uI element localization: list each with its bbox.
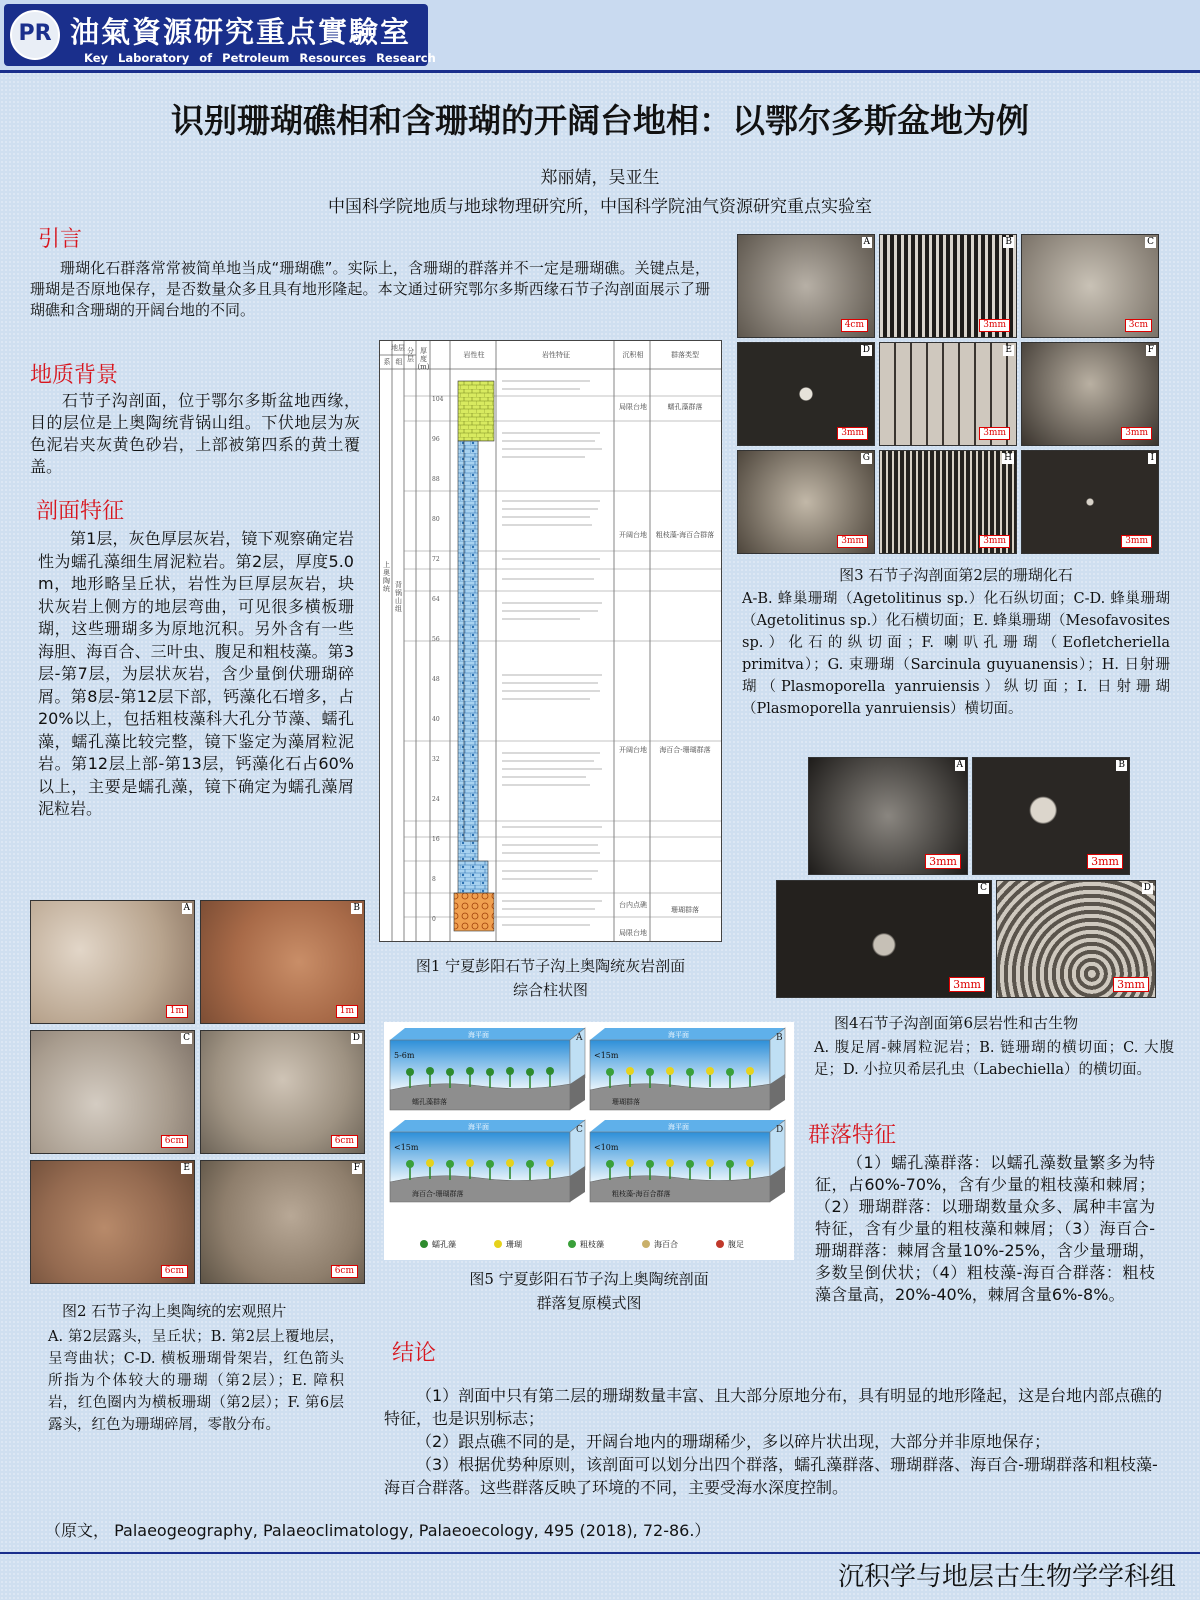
fig3-photo-c-label: C — [1147, 237, 1154, 247]
fig2-photo-f-label: F — [353, 1163, 360, 1173]
fig5-legend-label-3: 海百合 — [654, 1240, 678, 1249]
fig2-photo-e-scale-bar: 6cm — [161, 1265, 188, 1278]
fig2-caption-text: A. 第2层露头，呈丘状；B. 第2层上覆地层，呈弯曲状；C-D. 横板珊瑚骨架岩，红色箭头所指为个体较大的珊瑚（第2层）；E. 障积岩，红色圈内为横板珊瑚（第2层）；F. 第6层露头，红色为珊瑚碎屑，零散分布。 — [48, 1329, 344, 1433]
fig5-depth-d: <10m — [594, 1143, 619, 1152]
fig4-photo-d-scale-bar: 3mm — [1113, 977, 1149, 992]
conclusion-heading: 结论 — [392, 1341, 437, 1366]
fig2-photo-d-scale-bar: 6cm — [331, 1135, 358, 1148]
stratigraphic-column-svg — [380, 341, 721, 941]
lab-name-cn: 油氣資源研究重点實驗室 — [70, 15, 412, 49]
fig4-photo-a-scale-bar: 3mm — [925, 854, 961, 869]
fig3-photo-i-label: I — [1150, 453, 1154, 463]
community-label-1: 蠕孔藻群落 — [667, 403, 703, 411]
fig2-photo-e-label: E — [183, 1163, 190, 1173]
community-label-2: 粗枝藻-海百合群落 — [655, 531, 715, 539]
stratigraphic-column-figure — [379, 340, 722, 942]
fig5-depth-b: <15m — [594, 1051, 619, 1060]
fig3-photo-g-scale-bar: 3mm — [837, 535, 868, 548]
fig5-sea-level-c: 海平面 — [468, 1123, 489, 1131]
fig5-legend-swatch-0 — [420, 1240, 428, 1248]
facies-patch-reef: 台内点礁 — [619, 901, 647, 909]
fig2-photo-b-label: B — [353, 903, 360, 913]
citation: （原文， Palaeogeography, Palaeoclimatology, Palaeoecology, 495 (2018), 72-86.） — [45, 1521, 711, 1540]
lab-logo-banner — [4, 4, 436, 66]
fig5-panel-label-c: C — [576, 1125, 583, 1135]
fig5-legend-swatch-3 — [642, 1240, 650, 1248]
fig5-sea-level-a: 海平面 — [468, 1031, 489, 1039]
profile-heading: 剖面特征 — [36, 499, 125, 524]
fig2-photo-b — [200, 900, 365, 1024]
fig5-legend-swatch-4 — [716, 1240, 724, 1248]
fig5-block-d — [590, 1120, 785, 1202]
col-header-lithology: 岩性柱 — [463, 351, 485, 359]
fig2-photo-f — [200, 1160, 365, 1284]
poster-title: 识别珊瑚礁相和含珊瑚的开阔台地相：以鄂尔多斯盆地为例 — [171, 101, 1029, 140]
fig1-caption-line2: 综合柱状图 — [512, 981, 588, 999]
fig1-caption-line1: 图1 宁夏彭阳石节子沟上奥陶统灰岩剖面 — [415, 957, 686, 975]
fig3-photo-a — [737, 234, 875, 338]
community-label-4: 珊瑚群落 — [671, 906, 699, 914]
algae-lithology — [458, 381, 494, 441]
facies-restricted-base: 局限台地 — [619, 929, 647, 937]
fig2-caption-title: 图2 石节子沟上奥陶统的宏观照片 — [62, 1302, 287, 1320]
fig3-photo-b-scale-bar: 3mm — [979, 319, 1010, 332]
fig2-photo-a-scale-bar: 1m — [166, 1005, 188, 1018]
svg-text:32: 32 — [432, 756, 440, 763]
reef-lithology — [454, 893, 494, 931]
fig3-photo-e — [879, 342, 1017, 446]
fig3-photo-g-label: G — [862, 453, 870, 463]
fig5-legend-label-1: 珊瑚 — [506, 1240, 522, 1249]
formation-label: 背锅山组 — [395, 581, 402, 613]
conclusion-item-1: （1）剖面中只有第二层的珊瑚数量丰富、且大部分原地分布，具有明显的地形隆起，这是台地内部点礁的特征，也是识别标志； — [384, 1386, 1163, 1428]
fig5-community-c: 海百合-珊瑚群落 — [412, 1190, 464, 1198]
conclusion-item-3: （3）根据优势种原则，该剖面可以划分出四个群落，蠕孔藻群落、珊瑚群落、海百合-珊瑚群落和粗枝藻-海百合群落。这些群落反映了环境的不同，主要受海水深度控制。 — [384, 1455, 1158, 1497]
fig5-legend-label-0: 蠕孔藻 — [432, 1240, 456, 1249]
fig5-sea-level-d: 海平面 — [668, 1123, 689, 1131]
svg-text:8: 8 — [432, 876, 436, 883]
fig3-photo-f-label: F — [1147, 345, 1154, 355]
header-divider — [0, 70, 1200, 73]
fig4-photo-b-scale-bar: 3mm — [1087, 854, 1123, 869]
fig3-caption-text: A-B. 蜂巢珊瑚（Agetolitinus sp.）化石纵切面；C-D. 蜂巢珊瑚（Agetolitinus sp.）化石横切面；E. 蜂巢珊瑚（Mesofavosites sp.）化石的纵切面；F. 喇叭孔珊瑚（Eofletcheriella primitva）；G. 束珊瑚（Sarcinula guyuanensis）；H. 日射珊瑚（Plasmoporella yanruiensis）纵切面；I. 日射珊瑚（Plasmoporella yanruiensis）横切面。 — [742, 591, 1170, 717]
col-header-system: 系 — [383, 358, 391, 366]
fig2-photo-a — [30, 900, 195, 1024]
fig5-caption-line2: 群落复原模式图 — [536, 1294, 642, 1312]
fig3-photo-d-label: D — [862, 345, 870, 355]
fig3-caption-title: 图3 石节子沟剖面第2层的珊瑚化石 — [839, 566, 1073, 584]
facies-open-2: 开阔台地 — [619, 746, 647, 754]
svg-text:72: 72 — [432, 556, 440, 563]
fig4-photo-a-label: A — [956, 760, 963, 770]
lab-name-en: Key Laboratory of Petroleum Resources Research — [84, 51, 436, 65]
svg-text:88: 88 — [432, 476, 440, 483]
fig3-photo-e-label: E — [1005, 345, 1012, 355]
community-label-3: 海百合-珊瑚群落 — [659, 746, 711, 754]
fig3-photo-c-scale-bar: 3cm — [1125, 319, 1152, 332]
fig5-panel-label-a: A — [576, 1033, 583, 1043]
authors: 郑丽婧，吴亚生 — [540, 168, 660, 188]
intro-heading: 引言 — [38, 227, 83, 252]
fig5-block-a — [390, 1028, 585, 1110]
col-header-community: 群落类型 — [671, 351, 699, 359]
fig2-photo-b-scale-bar: 1m — [336, 1005, 358, 1018]
geology-text: 石节子沟剖面，位于鄂尔多斯盆地西缘，目的层位是上奥陶统背锅山组。下伏地层为灰色泥岩夹灰黄色砂岩，上部被第四系的黄土覆盖。 — [30, 391, 360, 476]
fig5-depth-c: <15m — [394, 1143, 419, 1152]
fig2-photo-f-scale-bar: 6cm — [331, 1265, 358, 1278]
fig5-community-b: 珊瑚群落 — [612, 1098, 640, 1106]
footer-divider — [0, 1552, 1200, 1554]
fig5-block-c — [390, 1120, 585, 1202]
svg-text:56: 56 — [432, 636, 440, 643]
svg-text:96: 96 — [432, 436, 440, 443]
fig3-photo-h-scale-bar: 3mm — [979, 535, 1010, 548]
fig3-photo-h-label: H — [1004, 453, 1012, 463]
fig5-legend-label-4: 腹足 — [728, 1240, 744, 1249]
fig3-photo-c — [1021, 234, 1159, 338]
col-header-strata: 地层 — [391, 344, 405, 352]
fig4-photo-b-label: B — [1118, 760, 1125, 770]
fig5-legend-label-2: 粗枝藻 — [580, 1240, 604, 1249]
fig3-photo-a-scale-bar: 4cm — [841, 319, 868, 332]
profile-text: 第1层，灰色厚层灰岩，镜下观察确定岩性为蠕孔藻细生屑泥粒岩。第2层，厚度5.0 m，地形略呈丘状，岩性为巨厚层灰岩，块状灰岩上侧方的地层弯曲，可见很多横板珊瑚，这些珊瑚多为原地沉积。另外含有一些海胆、海百合、三叶虫、腹足和粗枝藻。第3层-第7层，为层状灰岩，含少量倒伏珊瑚碎屑。第8层-第12层下部，钙藻化石增多，占20%以上，包括粗枝藻科大孔分节藻、蠕孔藻，蠕孔藻比较完整，镜下鉴定为藻屑粒泥岩。第12层上部-第13层，钙藻化石占60%以上，主要是蠕孔藻，镜下确定为蠕孔藻屑泥粒岩。 — [38, 529, 354, 818]
fig4-photo-d — [996, 880, 1156, 998]
fig4-caption-text: A. 腹足屑-棘屑粒泥岩；B. 链珊瑚的横切面；C. 大腹足；D. 小拉贝希层孔虫（Labechiella）的横切面。 — [814, 1040, 1174, 1078]
fig4-photo-a — [808, 757, 968, 875]
pr-logo-icon: PR — [10, 10, 60, 60]
fig5-community-a: 蠕孔藻群落 — [412, 1098, 447, 1106]
footer-group: 沉积学与地层古生物学学科组 — [837, 1562, 1176, 1592]
svg-text:80: 80 — [432, 516, 440, 523]
svg-text:104: 104 — [432, 396, 444, 403]
fig5-panel-label-d: D — [776, 1125, 784, 1135]
fig5-sea-level-b: 海平面 — [668, 1031, 689, 1039]
fig3-photo-g — [737, 450, 875, 554]
col-header-layer: 分层 — [407, 347, 414, 363]
conclusion-item-2: （2）跟点礁不同的是，开阔台地内的珊瑚稀少，多以碎片状出现，大部分并非原地保存； — [416, 1432, 1051, 1451]
fig4-photo-c-scale-bar: 3mm — [949, 977, 985, 992]
fig3-photo-d — [737, 342, 875, 446]
fig2-photo-d-label: D — [352, 1033, 360, 1043]
svg-text:16: 16 — [432, 836, 440, 843]
fig5-legend-swatch-2 — [568, 1240, 576, 1248]
fig5-model-figure — [384, 1022, 794, 1260]
fig3-photo-h — [879, 450, 1017, 554]
fig5-caption-line1: 图5 宁夏彭阳石节子沟上奥陶统剖面 — [469, 1270, 709, 1288]
col-header-description: 岩性特征 — [542, 351, 570, 359]
svg-text:24: 24 — [432, 796, 440, 803]
community-heading: 群落特征 — [808, 1123, 897, 1148]
facies-restricted-top: 局限台地 — [619, 403, 647, 411]
community-text: （1）蠕孔藻群落：以蠕孔藻数量繁多为特征，占60%-70%，含有少量的粗枝藻和棘屑；（2）珊瑚群落：以珊瑚数量众多、属种丰富为特征，含有少量的粗枝藻和棘屑；（3）海百合-珊瑚群落：棘屑含量10%-25%，含少量珊瑚，多数呈倒伏状；（4）粗枝藻-海百合群落：粗枝藻含量高，20%-40%，棘屑含量6%-8%。 — [815, 1153, 1155, 1304]
fig4-photo-b — [972, 757, 1130, 875]
fig2-photo-d — [200, 1030, 365, 1154]
affiliation: 中国科学院地质与地球物理研究所，中国科学院油气资源研究重点实验室 — [328, 197, 872, 217]
facies-open-1: 开阔台地 — [619, 531, 647, 539]
fig3-photo-f-scale-bar: 3mm — [1121, 427, 1152, 440]
svg-text:40: 40 — [432, 716, 440, 723]
fig3-photo-d-scale-bar: 3mm — [837, 427, 868, 440]
system-label: 上奥陶统 — [383, 561, 390, 593]
fig3-photo-f — [1021, 342, 1159, 446]
fig3-photo-b — [879, 234, 1017, 338]
fig3-photo-a-label: A — [863, 237, 870, 247]
fig5-panel-label-b: B — [776, 1033, 783, 1043]
fig4-photo-c — [776, 880, 992, 998]
fig3-photo-i — [1021, 450, 1159, 554]
fig4-photo-d-label: D — [1143, 883, 1151, 893]
fig2-photo-e — [30, 1160, 195, 1284]
svg-text:48: 48 — [432, 676, 440, 683]
fig4-caption-title: 图4石节子沟剖面第6层岩性和古生物 — [834, 1014, 1079, 1032]
fig2-photo-c — [30, 1030, 195, 1154]
intro-text: 珊瑚化石群落常常被简单地当成“珊瑚礁”。实际上，含珊瑚的群落并不一定是珊瑚礁。关键点是，珊瑚是否原地保存，是否数量众多且具有地形隆起。本文通过研究鄂尔多斯西缘石节子沟剖面展示了珊瑚礁和含珊瑚的开阔台地的不同。 — [30, 259, 710, 319]
fig5-legend-swatch-1 — [494, 1240, 502, 1248]
svg-text:0: 0 — [432, 916, 436, 923]
col-header-formation: 组 — [395, 358, 403, 366]
geology-heading: 地质背景 — [30, 363, 119, 388]
col-header-facies: 沉积相 — [622, 351, 644, 359]
fig2-photo-a-label: A — [183, 903, 190, 913]
svg-text:64: 64 — [432, 596, 440, 603]
fig5-community-d: 粗枝藻-海百合群落 — [612, 1190, 671, 1198]
fig5-model-svg — [384, 1022, 794, 1260]
fig3-photo-b-label: B — [1005, 237, 1012, 247]
fig3-photo-i-scale-bar: 3mm — [1121, 535, 1152, 548]
fig3-photo-e-scale-bar: 3mm — [979, 427, 1010, 440]
fig4-photo-c-label: C — [980, 883, 987, 893]
fig2-photo-c-scale-bar: 6cm — [161, 1135, 188, 1148]
col-header-thickness: 厚度(m) — [417, 347, 430, 371]
fig2-photo-c-label: C — [183, 1033, 190, 1043]
fig5-depth-a: 5-6m — [394, 1051, 415, 1060]
fig5-block-b — [590, 1028, 785, 1110]
